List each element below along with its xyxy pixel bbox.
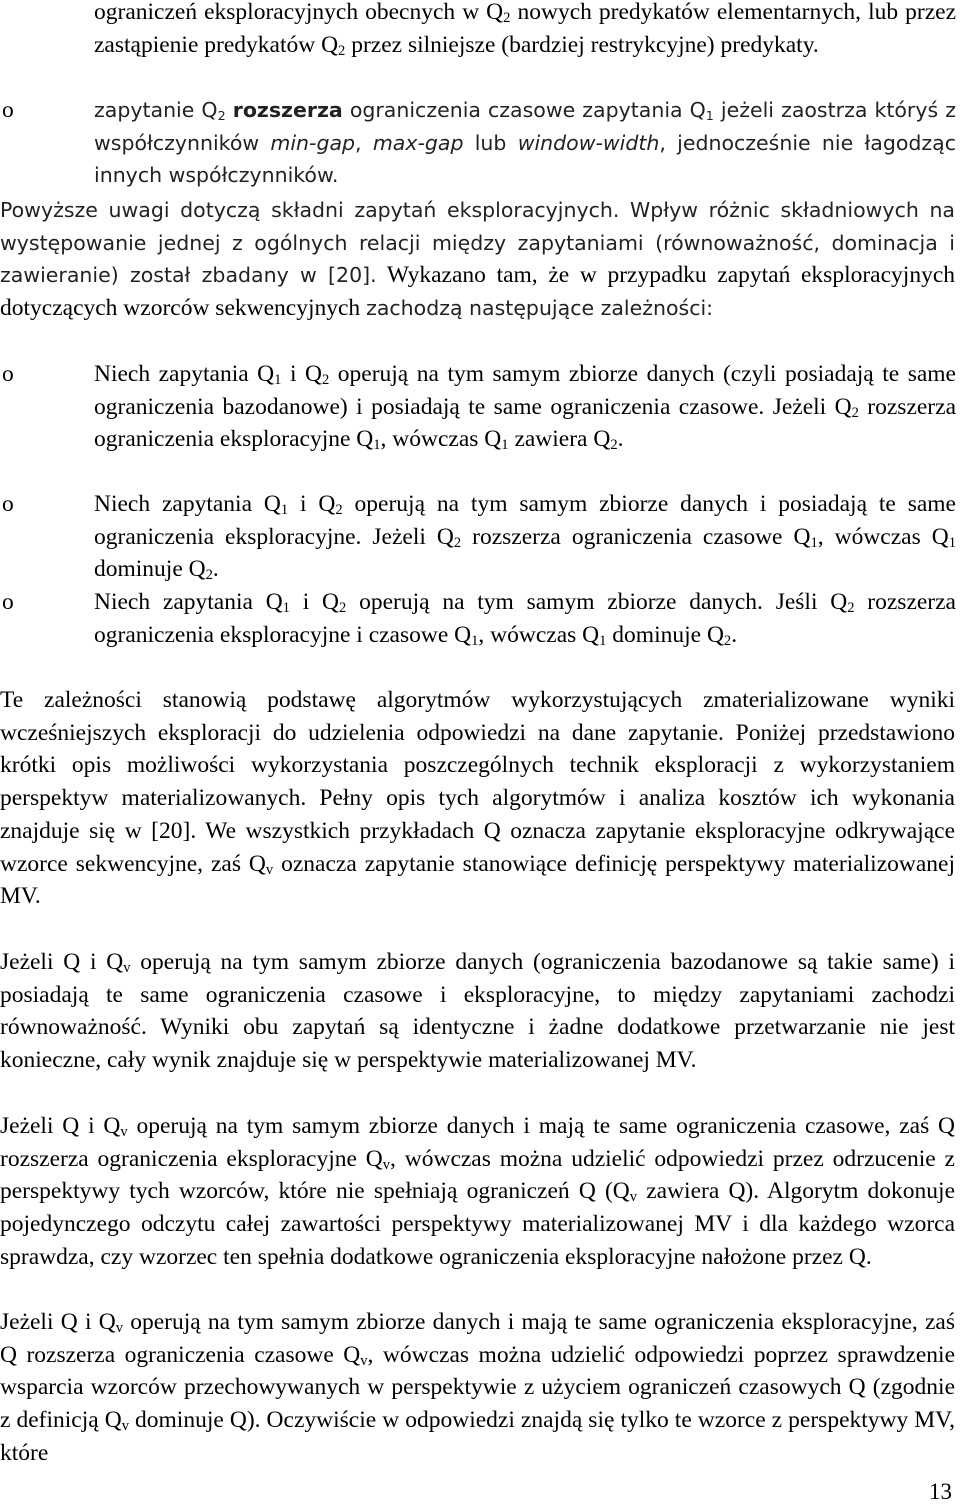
list-bullet: o <box>2 589 14 615</box>
page-number: 13 <box>929 1479 952 1504</box>
list-item: Niech zapytania $Q_1$ i $Q_2$ operują na tym samym zbiorze danych i posiadają te same ograniczenia eksploracyjne. Jeżeli $Q_2$ rozszerza ograniczenia czasowe $Q_1$, wówczas $Q_1$ dominuje $Q_2$. <box>94 491 956 584</box>
paragraph: Powyższe uwagi dotyczą składni zapytań eksploracyjnych. Wpływ różnic składniowych na występowanie jednej z ogólnych relacji między zapytaniami (równoważność, dominacja i zawieranie) został zbadany w [20]. Wykazano tam, że w przypadku zapytań eksploracyjnych dotyczących wzorców sekwencyjnych zachodzą następujące zależności: <box>0 198 955 322</box>
list-item-continuation: ograniczeń eksploracyjnych obecnych w $Q_2$ nowych predykatów elementarnych, lub przez zastąpienie predykatów $Q_2$ przez silniejsze (bardziej restrykcyjne) predykaty. <box>94 0 956 59</box>
list-item: Niech zapytania $Q_1$ i $Q_2$ operują na tym samym zbiorze danych. Jeśli $Q_2$ rozszerza ograniczenia eksploracyjne i czasowe $Q_1$, wówczas $Q_1$ dominuje $Q_2$. <box>94 589 956 649</box>
list-bullet: o <box>2 491 14 517</box>
list-item: zapytanie $Q_2$ rozszerza ograniczenia czasowe zapytania $Q_1$ jeżeli zaostrza któryś z współczynników min-gap, max-gap lub window-width, jednocześnie nie łagodząc innych współczynników. <box>94 98 957 188</box>
paragraph: Jeżeli Q i $Q_v$ operują na tym samym zbiorze danych (ograniczenia bazodanowe są takie same) i posiadają te same ograniczenia czasowe i eksploracyjne, to między zapytaniami zachodzi równoważność. Wyniki obu zapytań są identyczne i żadne dodatkowe przetwarzanie nie jest konieczne, cały wynik znajduje się w perspektywie materializowanej MV. <box>0 949 955 1074</box>
list-item: Niech zapytania $Q_1$ i $Q_2$ operują na tym samym zbiorze danych (czyli posiadają te same ograniczenia bazodanowe) i posiadają te same ograniczenia czasowe. Jeżeli $Q_2$ rozszerza ograniczenia eksploracyjne $Q_1$, wówczas $Q_1$ zawiera $Q_2$. <box>94 361 956 454</box>
list-bullet: o <box>2 97 14 123</box>
paragraph: Jeżeli Q i $Q_v$ operują na tym samym zbiorze danych i mają te same ograniczenia czasowe, zaś Q rozszerza ograniczenia eksploracyjne $Q_v$, wówczas można udzielić odpowiedzi przez odrzucenie z perspektywy tych wzorców, które nie spełniają ograniczeń Q ($Q_v$ zawiera Q). Algorytm dokonuje pojedynczego odczytu całej zawartości perspektywy materializowanej MV i dla każdego wzorca sprawdza, czy wzorzec ten spełnia dodatkowe ograniczenia eksploracyjne nałożone przez Q. <box>0 1113 955 1270</box>
list-bullet: o <box>2 361 14 387</box>
paragraph: Jeżeli Q i $Q_v$ operują na tym samym zbiorze danych i mają te same ograniczenia eksploracyjne, zaś Q rozszerza ograniczenia czasowe $Q_v$, wówczas można udzielić odpowiedzi poprzez sprawdzenie wsparcia wzorców przechowywanych w perspektywie z użyciem ograniczeń czasowych Q (zgodnie z definicją $Q_v$ dominuje Q). Oczywiście w odpowiedzi znajdą się tylko te wzorce z perspektywy MV, które <box>0 1309 956 1466</box>
paragraph: Te zależności stanowią podstawę algorytmów wykorzystujących zmaterializowane wyniki wcześniejszych eksploracji do udzielenia odpowiedzi na dane zapytanie. Poniżej przedstawiono krótki opis możliwości wykorzystania poszczególnych technik eksploracji z wykorzystaniem perspektyw materializowanych. Pełny opis tych algorytmów i analiza kosztów ich wykonania znajduje się w [20]. We wszystkich przykładach Q oznacza zapytanie eksploracyjne odkrywające wzorce sekwencyjne, zaś $Q_v$ oznacza zapytanie stanowiące definicję perspektywy materializowanej MV. <box>0 687 955 910</box>
